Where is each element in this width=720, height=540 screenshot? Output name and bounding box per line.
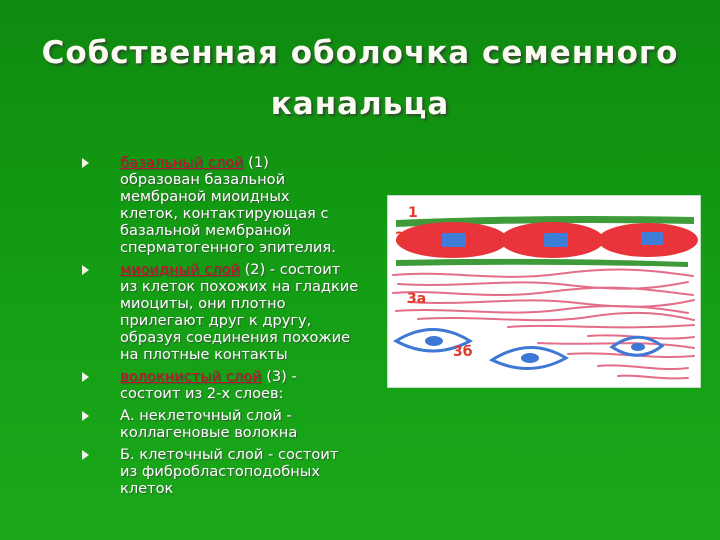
term-myoid-layer: миоидный слой: [120, 261, 240, 278]
bullet-text: (3) -: [266, 368, 297, 385]
slide-title-line-2: канальца: [270, 86, 450, 122]
myoid-nucleus: [442, 233, 466, 247]
bullet-text: коллагеновые волокна: [120, 424, 298, 441]
bullet-text: из клеток похожих на гладкие: [120, 278, 359, 295]
figure-label-2: 2: [395, 230, 405, 246]
bullet-text: Б. клеточный слой - состоит: [120, 446, 339, 463]
bullet-text: миоциты, они плотно: [120, 295, 286, 312]
bullet-cellular-sublayer: [82, 446, 362, 497]
bullet-fibrous-layer: [82, 368, 362, 402]
bullet-arrow-icon: [82, 265, 89, 275]
slide-title-line-1: Собственная оболочка семенного: [41, 35, 679, 71]
bullet-text: (2) - состоит: [244, 261, 341, 278]
term-fibrous-layer: волокнистый слой: [120, 368, 262, 385]
bullet-acellular-sublayer: [82, 407, 362, 441]
bullet-text: (1): [248, 154, 269, 171]
myoid-cell-row: [396, 222, 698, 258]
tubule-wall-drawing: [388, 196, 700, 387]
bullet-text: из фибробластоподобных: [120, 463, 320, 480]
bullet-text: мембраной миоидных: [120, 188, 290, 205]
bullet-arrow-icon: [82, 411, 89, 421]
figure-label-1: 1: [408, 205, 418, 221]
term-basal-layer: базальный слой: [120, 154, 244, 171]
bullet-arrow-icon: [82, 450, 89, 460]
bullet-basal-layer: [82, 154, 362, 256]
bullet-text: А. неклеточный слой -: [120, 407, 292, 424]
green-line-lower: [396, 259, 688, 267]
bullet-text: на плотные контакты: [120, 346, 288, 363]
figure-label-3b: 3б: [453, 344, 473, 360]
bullet-arrow-icon: [82, 372, 89, 382]
bullet-text: клеток, контактирующая с: [120, 205, 329, 222]
bullet-text: сперматогенного эпителия.: [120, 239, 336, 256]
bullet-text: базальной мембраной: [120, 222, 292, 239]
figure-label-3a: 3а: [407, 291, 427, 307]
myoid-nucleus: [641, 232, 663, 245]
bullet-text: образуя соединения похожие: [120, 329, 351, 346]
bullet-text: прилегают друг к другу,: [120, 312, 312, 329]
bullet-arrow-icon: [82, 158, 89, 168]
bullet-text: состоит из 2-х слоев:: [120, 385, 284, 402]
bullet-text: образован базальной: [120, 171, 286, 188]
bullet-list: [82, 154, 362, 502]
myoid-nucleus: [544, 233, 568, 247]
bullet-text: клеток: [120, 480, 174, 497]
bullet-myoid-layer: [82, 261, 362, 363]
collagen-fibers: [393, 270, 694, 379]
tubule-wall-diagram: [387, 195, 701, 388]
